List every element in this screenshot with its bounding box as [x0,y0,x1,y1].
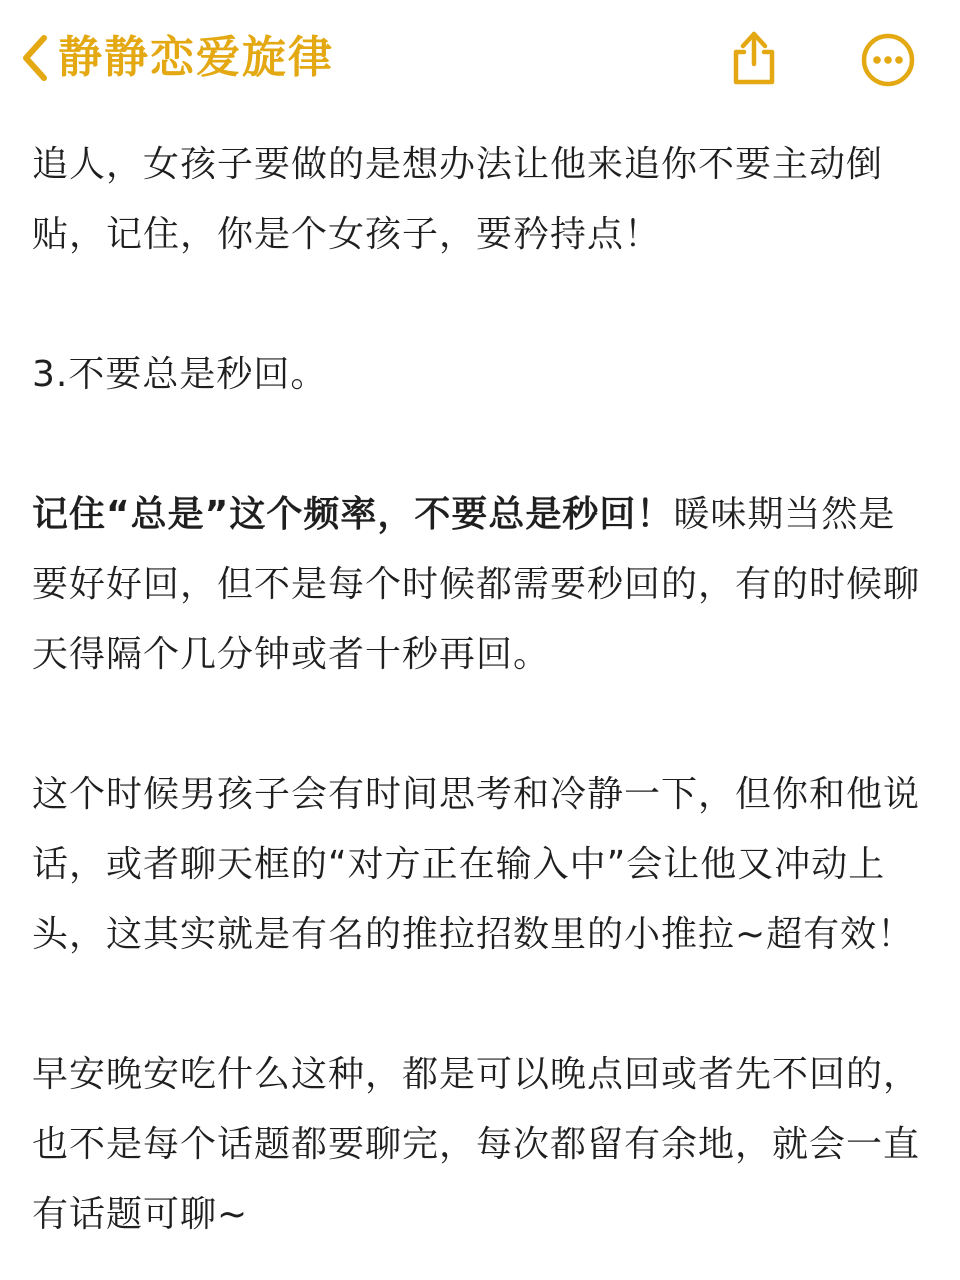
blank-line [32,970,932,1040]
share-button[interactable] [726,24,782,88]
blank-line [32,690,932,760]
note-body[interactable] [32,130,932,1250]
paragraph-3-text: 暖味期当然是要好好回，但不是每个时候都需要秒回的，有的时候聊天得隔个几分钟或者十秒再回。 [32,494,921,675]
note-paragraph-3 [32,480,932,690]
note-paragraph-5: 早安晚安吃什么这种，都是可以晚点回或者先不回的，也不是每个话题都要聊完，每次都留有余地，就会一直有话题可聊~ [32,1054,921,1235]
bold-emphasis: 记住“总是”这个频率，不要总是秒回！ [32,494,674,535]
blank-line [32,410,932,480]
note-paragraph-2: 3.不要总是秒回。 [32,354,328,395]
share-icon [726,24,782,88]
navigation-bar [0,0,960,120]
chevron-left-icon [18,30,52,86]
note-paragraph-1: 追人，女孩子要做的是想办法让他来追你不要主动倒贴，记住，你是个女孩子，要矜持点！ [32,144,884,255]
more-icon [860,32,916,88]
back-label: 静静恋爱旋律 [58,32,334,83]
blank-line [32,270,932,340]
note-paragraph-4: 这个时候男孩子会有时间思考和冷静一下，但你和他说话，或者聊天框的“对方正在输入中”会让他又冲动上头，这其实就是有名的推拉招数里的小推拉~超有效！ [32,774,921,955]
back-button[interactable] [18,28,334,88]
more-options-button[interactable] [860,32,916,88]
